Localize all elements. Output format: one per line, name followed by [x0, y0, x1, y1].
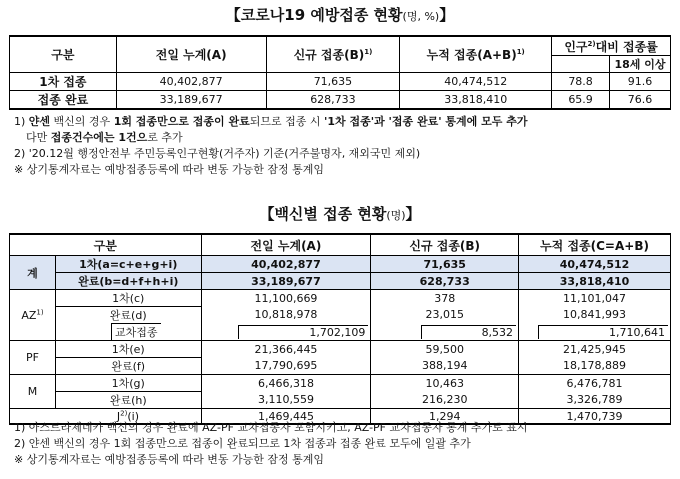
footnote: 1) 아스트라제네카 백신의 경우 완료에 AZ-PF 교차접종자 포함시키고, AZ-PF 교차접종자 통계 추가로 표시	[14, 421, 528, 434]
cell-cum: 33,818,410	[400, 91, 552, 110]
title-unit: (명, %)	[402, 10, 440, 23]
header-cumulative: 누적 접종$(A+B)^{1)}$	[400, 36, 552, 73]
table-row	[10, 91, 671, 110]
title-main: 【코로나19 예방접종 현황	[225, 6, 403, 24]
cell-prev: 40,402,877	[201, 256, 371, 273]
table-row	[10, 273, 671, 290]
cell-adult-rate: 76.6	[610, 91, 671, 110]
header-adult: 18세 이상	[610, 56, 671, 73]
footnote: 1) 얀센 백신의 경우 1회 접종만으로 접종이 완료되므로 접종 시 '1차 접종'과 '접종 완료' 통계에 모두 추가	[14, 115, 528, 128]
cell-cum: 33,818,410	[519, 273, 671, 290]
title-close: 】	[405, 205, 421, 223]
cell-prev: 10,818,978	[201, 307, 371, 324]
table-row	[10, 256, 671, 273]
cell-prev: 3,110,559	[201, 392, 371, 409]
table-row	[10, 307, 671, 324]
table-row	[10, 73, 671, 91]
title-unit: (명)	[386, 209, 406, 222]
header-prev-total: 전일 누계(A)	[116, 36, 266, 73]
cell-new: 1,294	[371, 409, 519, 425]
cell-new: 59,500	[371, 341, 519, 358]
cell-prev: 33,189,677	[116, 91, 266, 110]
table-header-row	[10, 234, 671, 256]
cell-prev: 6,466,318	[201, 375, 371, 392]
footnote: ※ 상기통계자료는 예방접종등록에 따라 변동 가능한 잠정 통계임	[14, 453, 324, 466]
cell-new: 23,015	[371, 307, 519, 324]
cell-cum: 1,710,641	[519, 323, 671, 341]
title-by-vaccine	[0, 203, 680, 224]
title-close: 】	[439, 6, 455, 24]
row-sub: $J^{2)}(i)$	[55, 409, 201, 425]
row-sub: 완료(f)	[55, 358, 201, 375]
vaccination-summary-table	[9, 35, 671, 110]
cell-new: 378	[371, 290, 519, 307]
cell-cum: 18,178,889	[519, 358, 671, 375]
footnote: ※ 상기통계자료는 예방접종등록에 따라 변동 가능한 잠정 통계임	[14, 163, 324, 176]
table-row-cross	[10, 323, 671, 341]
row-sub: 완료(d)	[55, 307, 201, 324]
cell-prev: 33,189,677	[201, 273, 371, 290]
cell-cum: 1,470,739	[519, 409, 671, 425]
group-label-m: M	[10, 375, 56, 409]
header-prev-total: 전일 누계(A)	[201, 234, 371, 256]
cell-pop-rate: 65.9	[552, 91, 610, 110]
cell-new: 71,635	[371, 256, 519, 273]
vaccine-breakdown-table	[9, 233, 671, 425]
cell-cum: 40,474,512	[400, 73, 552, 91]
cell-cum: 40,474,512	[519, 256, 671, 273]
title-main: 【백신별 접종 현황	[259, 205, 387, 223]
table-row	[10, 290, 671, 307]
group-label-total: 계	[10, 256, 56, 290]
cell-prev: 40,402,877	[116, 73, 266, 91]
cell-cum: 6,476,781	[519, 375, 671, 392]
row-label: 1차 접종	[10, 73, 117, 91]
header-cumulative: 누적 접종(C=A+B)	[519, 234, 671, 256]
group-label-pf: PF	[10, 341, 56, 375]
row-sub: 완료(b=d+f+h+i)	[55, 273, 201, 290]
header-new: 신규 접종$(B)^{1)}$	[266, 36, 400, 73]
cell-prev: 1,469,445	[201, 409, 371, 425]
header-new: 신규 접종(B)	[371, 234, 519, 256]
cell-new: 628,733	[371, 273, 519, 290]
table-row	[10, 358, 671, 375]
cell-prev: 1,702,109	[201, 323, 371, 341]
cell-new: 388,194	[371, 358, 519, 375]
table-row	[10, 375, 671, 392]
cell-new: 71,635	[266, 73, 400, 91]
footnotes-2	[14, 420, 528, 468]
table-header-row	[10, 36, 671, 56]
cell-new: 216,230	[371, 392, 519, 409]
cell-prev: 11,100,669	[201, 290, 371, 307]
header-blank	[552, 56, 610, 73]
row-label: 접종 완료	[10, 91, 117, 110]
cell-prev: 21,366,445	[201, 341, 371, 358]
header-pop-rate: 인구$^{2)}$대비 접종률	[552, 36, 671, 56]
table-row	[10, 392, 671, 409]
cell-cum: 21,425,945	[519, 341, 671, 358]
group-label-az: AZ$^{1)}$	[10, 290, 56, 341]
header-category: 구분	[10, 234, 202, 256]
cell-pop-rate: 78.8	[552, 73, 610, 91]
row-sub: 1차(e)	[55, 341, 201, 358]
row-sub: 1차(a=c+e+g+i)	[55, 256, 201, 273]
footnote: 2) '20.12월 행정안전부 주민등록인구현황(거주자) 기준(거주불명자, 재외국민 제외)	[14, 147, 421, 160]
cell-new: 10,463	[371, 375, 519, 392]
header-category: 구분	[10, 36, 117, 73]
cell-prev: 17,790,695	[201, 358, 371, 375]
row-sub: 완료(h)	[55, 392, 201, 409]
footnotes-1	[14, 114, 527, 178]
cell-cum: 11,101,047	[519, 290, 671, 307]
cell-cum: 3,326,789	[519, 392, 671, 409]
footnote: 2) 얀센 백신의 경우 1회 접종만으로 접종이 완료되므로 1차 접종과 접종 완료 모두에 일괄 추가	[14, 437, 471, 450]
row-sub: 1차(c)	[55, 290, 201, 307]
cell-new: 628,733	[266, 91, 400, 110]
table-row	[10, 341, 671, 358]
title-vaccination-status	[0, 4, 680, 25]
footnote: 다만 접종건수에는 1건으로 추가	[26, 131, 183, 144]
row-sub-cross: 교차접종	[55, 323, 201, 341]
cell-adult-rate: 91.6	[610, 73, 671, 91]
cell-new: 8,532	[371, 323, 519, 341]
row-sub: 1차(g)	[55, 375, 201, 392]
cell-cum: 10,841,993	[519, 307, 671, 324]
